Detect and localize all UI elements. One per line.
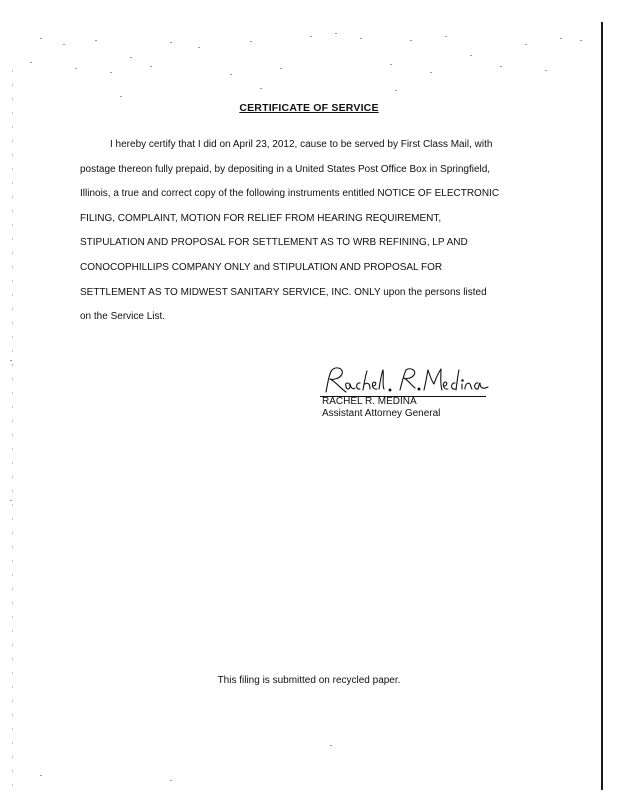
body-line: CONOCOPHILLIPS COMPANY ONLY and STIPULATION AND PROPOSAL FOR (80, 261, 443, 273)
certificate-body (80, 133, 530, 330)
body-line: I hereby certify that I did on April 23, 2012, cause to be served by First Class Mail, with (110, 139, 493, 150)
document-title: CERTIFICATE OF SERVICE (239, 102, 379, 114)
body-line: STIPULATION AND PROPOSAL FOR SETTLEMENT AS TO WRB REFINING, LP AND (80, 237, 468, 249)
body-line: on the Service List. (80, 311, 166, 323)
signer-name: RACHEL R. MEDINA (322, 396, 417, 407)
body-line: FILING, COMPLAINT, MOTION FOR RELIEF FROM HEARING REQUIREMENT, (80, 212, 442, 224)
signer-title: Assistant Attorney General (322, 408, 441, 419)
body-line: postage thereon fully prepaid, by depositing in a United States Post Office Box in Springfield, (80, 163, 491, 175)
body-line: Illinois, a true and correct copy of the following instruments entitled NOTICE OF ELECTRONIC (80, 188, 500, 200)
recycled-paper-notice: This filing is submitted on recycled paper. (217, 675, 401, 686)
handwritten-signature (320, 362, 490, 398)
body-line: SETTLEMENT AS TO MIDWEST SANITARY SERVICE, INC. ONLY upon the persons listed (80, 286, 487, 298)
